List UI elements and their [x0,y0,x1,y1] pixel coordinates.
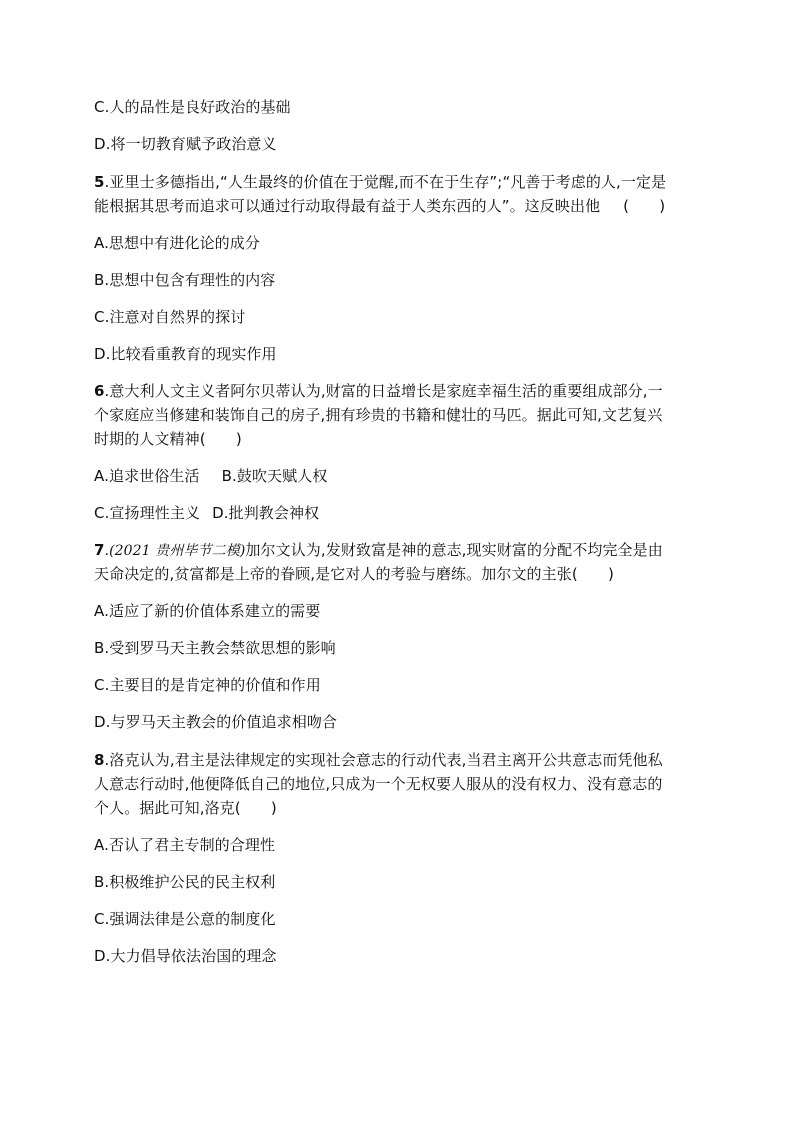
question-8-option-b: B.积极维护公民的民主权利 [94,873,276,891]
question-5-option-b: B.思想中包含有理性的内容 [94,271,276,289]
question-7-option-b: B.受到罗马天主教会禁欲思想的影响 [94,639,336,657]
question-7-option-a: A.适应了新的价值体系建立的需要 [94,602,321,620]
question-6-options-cd: C.宣扬理性主义 D.批判教会神权 [94,504,320,522]
answer-blank: ( ) [571,565,614,583]
answer-blank: ( ) [234,799,277,817]
question-7-option-d: D.与罗马天主教会的价值追求相吻合 [94,713,338,731]
question-8-line-3: 个人。据此可知,洛克( ) [94,799,277,817]
question-5-line-2: 能根据其思考而追求可以通过行动取得最有益于人类东西的人”。这反映出他 ( ) [94,197,666,215]
question-5-option-c: C.注意对自然界的探讨 [94,308,246,326]
question-6-line-2: 个家庭应当修建和装饰自己的房子,拥有珍贵的书籍和健壮的马匹。据此可知,文艺复兴 [94,406,663,424]
question-5-line-1: 5.亚里士多德指出,“人生最终的价值在于觉醒,而不在于生存”;“凡善于考虑的人,一定是 [94,173,667,191]
question-6-line-1: 6.意大利人文主义者阿尔贝蒂认为,财富的日益增长是家庭幸福生活的重要组成部分,一 [94,382,663,400]
question-source: .(2021 贵州毕节二模) [104,543,246,559]
question-8-option-c: C.强调法律是公意的制度化 [94,910,276,928]
option-d-prev: D.将一切教育赋予政治意义 [94,135,277,153]
question-5-option-d: D.比较看重教育的现实作用 [94,345,277,363]
question-number: 6 [94,382,105,400]
answer-blank: ( ) [623,197,666,215]
question-7-line-1: 7.(2021 贵州毕节二模)加尔文认为,发财致富是神的意志,现实财富的分配不均完全是由 [94,541,663,559]
question-8-line-2: 人意志行动时,他便降低自己的地位,只成为一个无权要人服从的没有权力、没有意志的 [94,775,663,793]
question-number: 7 [94,541,105,559]
question-8-option-d: D.大力倡导依法治国的理念 [94,947,277,965]
question-8-line-1: 8.洛克认为,君主是法律规定的实现社会意志的行动代表,当君主离开公共意志而凭他私 [94,751,663,769]
question-number: 8 [94,751,105,769]
question-number: 5 [94,173,105,191]
question-5-option-a: A.思想中有进化论的成分 [94,234,260,252]
question-8-option-a: A.否认了君主专制的合理性 [94,836,276,854]
option-c-prev: C.人的品性是良好政治的基础 [94,98,291,116]
answer-blank: ( ) [199,430,242,448]
question-7-option-c: C.主要目的是肯定神的价值和作用 [94,676,321,694]
question-7-line-2: 天命决定的,贫富都是上帝的眷顾,是它对人的考验与磨练。加尔文的主张( ) [94,565,614,583]
question-6-options-ab: A.追求世俗生活 B.鼓吹天赋人权 [94,467,328,485]
question-6-line-3: 时期的人文精神( ) [94,430,242,448]
